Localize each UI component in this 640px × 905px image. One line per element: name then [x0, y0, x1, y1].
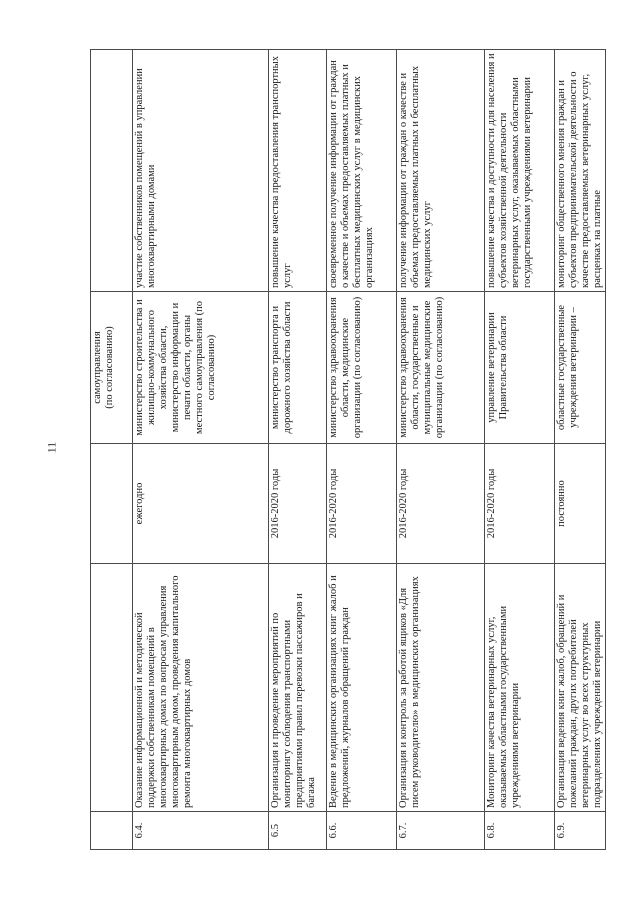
term-cell: 2016-2020 годы — [485, 444, 555, 564]
term-cell: 2016-2020 годы — [269, 444, 327, 564]
row-number: 6.7. — [397, 812, 485, 850]
table-row — [269, 50, 327, 850]
result-cell: участие собственников помещений в управлении многоквартирными домами — [133, 50, 269, 292]
result-cell — [91, 50, 133, 292]
row-number — [91, 812, 133, 850]
table-row — [133, 50, 269, 850]
row-number: 6.8. — [485, 812, 555, 850]
result-cell: повышение качества и доступности для населения и субъектов хозяйственной деятельности ветеринарных услуг, оказываемых областными государственными учреждениями ветеринарии — [485, 50, 555, 292]
executor-cell: управление ветеринарии Правительства области — [485, 292, 555, 444]
table-row — [397, 50, 485, 850]
term-cell: 2016-2020 годы — [327, 444, 397, 564]
activity-cell: Организация и контроль за работой ящиков «Для писем руководителю» в медицинских организациях — [397, 564, 485, 812]
term-cell — [91, 444, 133, 564]
executor-cell: министерство транспорта и дорожного хозяйства области — [269, 292, 327, 444]
term-cell: 2016-2020 годы — [397, 444, 485, 564]
result-cell: своевременное получение информации от граждан о качестве и объемах предоставляемых платных и бесплатных медицинских услуг в медицинских организациях — [327, 50, 397, 292]
executor-cell — [91, 292, 133, 444]
term-cell: ежегодно — [133, 444, 269, 564]
executor-cell: министерство строительства и жилищно-коммунального хозяйства области, министерство информации и печати области, органы местного самоуправления (по согласованию) — [133, 292, 269, 444]
measures-table — [90, 49, 606, 850]
table-row — [485, 50, 555, 850]
row-number: 6.6. — [327, 812, 397, 850]
page-number: 11 — [44, 441, 59, 454]
term-cell: постоянно — [555, 444, 606, 564]
document-table-area — [90, 50, 604, 850]
activity-cell: Организация ведения книг жалоб, обращений и пожеланий граждан, других потребителей ветеринарных услуг во всех структурных подразделениях учреждений ветеринарии — [555, 564, 606, 812]
result-cell: мониторинг общественного мнения граждан и субъектов предпринимательской деятельности о качестве предоставляемых ветеринарных услуг, расценках на платные — [555, 50, 606, 292]
activity-cell: Оказание информационной и методической поддержки собственникам помещений в многоквартирных домах по вопросам управления многоквартирным домом, проведения капитального ремонта многоквартирных домов — [133, 564, 269, 812]
table-row — [91, 50, 133, 850]
activity-cell: Мониторинг качества ветеринарных услуг, оказываемых областными государственными учреждениями ветеринарии — [485, 564, 555, 812]
row-number: 6.5 — [269, 812, 327, 850]
row-number: 6.9. — [555, 812, 606, 850]
table-row — [555, 50, 606, 850]
executor-cell: министерство здравоохранения области, медицинские организации (по согласованию) — [327, 292, 397, 444]
executor-text: самоуправления (по согласованию) — [92, 326, 116, 409]
table-row — [327, 50, 397, 850]
result-cell: повышение качества предоставления транспортных услуг — [269, 50, 327, 292]
activity-cell: Ведение в медицинских организациях книг жалоб и предложений, журналов обращений граждан — [327, 564, 397, 812]
result-cell: получение информации от граждан о качестве и объемах предоставляемых платных и бесплатных медицинских услуг — [397, 50, 485, 292]
activity-cell: Организация и проведение мероприятий по мониторингу соблюдения транспортными предприятиями правил перевозки пассажиров и багажа — [269, 564, 327, 812]
row-number: 6.4. — [133, 812, 269, 850]
executor-cell: областные государственные учреждения ветеринарии – — [555, 292, 606, 444]
executor-cell: министерство здравоохранения области, государственные и муниципальные медицинские организации (по согласованию) — [397, 292, 485, 444]
activity-cell — [91, 564, 133, 812]
